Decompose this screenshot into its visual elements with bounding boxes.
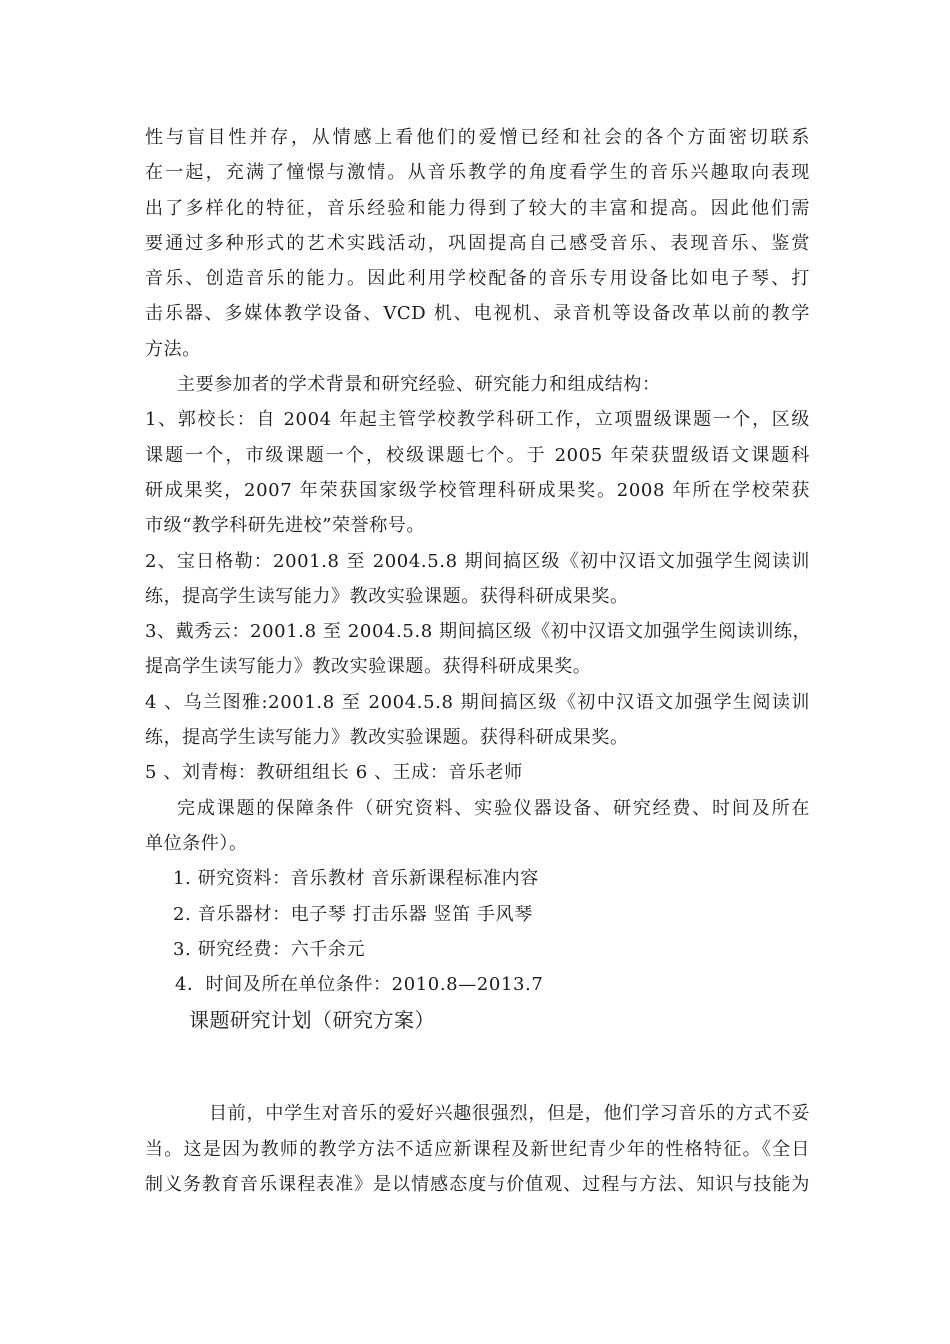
paragraph-student-characteristics [145,120,810,367]
text-line: 3、戴秀云：2001.8 至 2004.5.8 期间搞区级《初中汉语文加强学生阅读训练， [145,621,812,643]
conditions-list [145,861,810,1002]
text-line: 市级“教学科研先进校”荣誉称号。 [145,515,426,537]
participant-item-2 [145,544,810,615]
list-item: 2. 音乐器材：电子琴 打击乐器 竖笛 手风琴 [173,903,533,925]
paragraph-research-plan [145,1096,810,1202]
text-line: 提高学生读写能力》教改实验课题。获得科研成果奖。 [145,656,592,678]
document-page [145,120,810,1202]
participant-item-5-6: 5 、刘青梅：教研组组长 6 、王成：音乐老师 [145,762,523,784]
text-line: 课题一个，市级课题一个，校级课题七个。于 2005 年荣获盟级语文课题科 [145,444,810,466]
text-line: 要通过多种形式的艺术实践活动，巩固提高自己感受音乐、表现音乐、鉴赏 [145,232,810,254]
list-item: 3. 研究经费：六千余元 [173,938,366,960]
text-line: 单位条件）。 [145,832,248,854]
text-line: 完成课题的保障条件（研究资料、实验仪器设备、研究经费、时间及所在 [177,797,810,819]
text-line: 出了多样化的特征，音乐经验和能力得到了较大的丰富和提高。因此他们需 [145,197,810,219]
text-line: 制义务教育音乐课程表准》是以情感态度与价值观、过程与方法、知识与技能为 [145,1174,810,1196]
participants-intro: 主要参加者的学术背景和研究经验、研究能力和组成结构： [177,374,661,396]
text-line: 在一起，充满了憧憬与激情。从音乐教学的角度看学生的音乐兴趣取向表现 [145,162,810,184]
text-line: 练，提高学生读写能力》教改实验课题。获得科研成果奖。 [145,585,629,607]
text-line: 4 、乌兰图雅:2001.8 至 2004.5.8 期间搞区级《初中汉语文加强学生阅读训 [145,691,810,713]
conditions-paragraph [145,791,810,862]
text-line: 性与盲目性并存，从情感上看他们的爱憎已经和社会的各个方面密切联系 [145,127,810,148]
text-line: 研成果奖，2007 年荣获国家级学校管理科研成果奖。2008 年所在学校荣获 [145,479,810,501]
participant-item-3 [145,614,810,685]
text-line: 目前，中学生对音乐的爱好兴趣很强烈，但是，他们学习音乐的方式不妥 [209,1103,810,1125]
list-item: 1. 研究资料：音乐教材 音乐新课程标准内容 [173,868,539,890]
spacer [145,1038,810,1096]
text-line: 击乐器、多媒体教学设备、VCD 机、电视机、录音机等设备改革以前的教学 [145,303,810,325]
text-line: 音乐、创造音乐的能力。因此利用学校配备的音乐专用设备比如电子琴、打 [145,268,810,290]
participant-item-1 [145,402,810,543]
participant-item-4 [145,685,810,756]
text-line: 1、郭校长：自 2004 年起主管学校教学科研工作，立项盟级课题一个，区级 [145,409,810,431]
text-line: 练，提高学生读写能力》教改实验课题。获得科研成果奖。 [145,727,629,749]
text-line: 方法。 [145,338,201,360]
list-item: 4．时间及所在单位条件：2010.8—2013.7 [175,974,544,996]
text-line: 2、宝日格勒：2001.8 至 2004.5.8 期间搞区级《初中汉语文加强学生阅读训 [145,550,810,572]
text-line: 当。这是因为教师的教学方法不适应新课程及新世纪青少年的性格特征。《全日 [145,1138,810,1160]
section-heading: 课题研究计划（研究方案） [189,1008,435,1033]
